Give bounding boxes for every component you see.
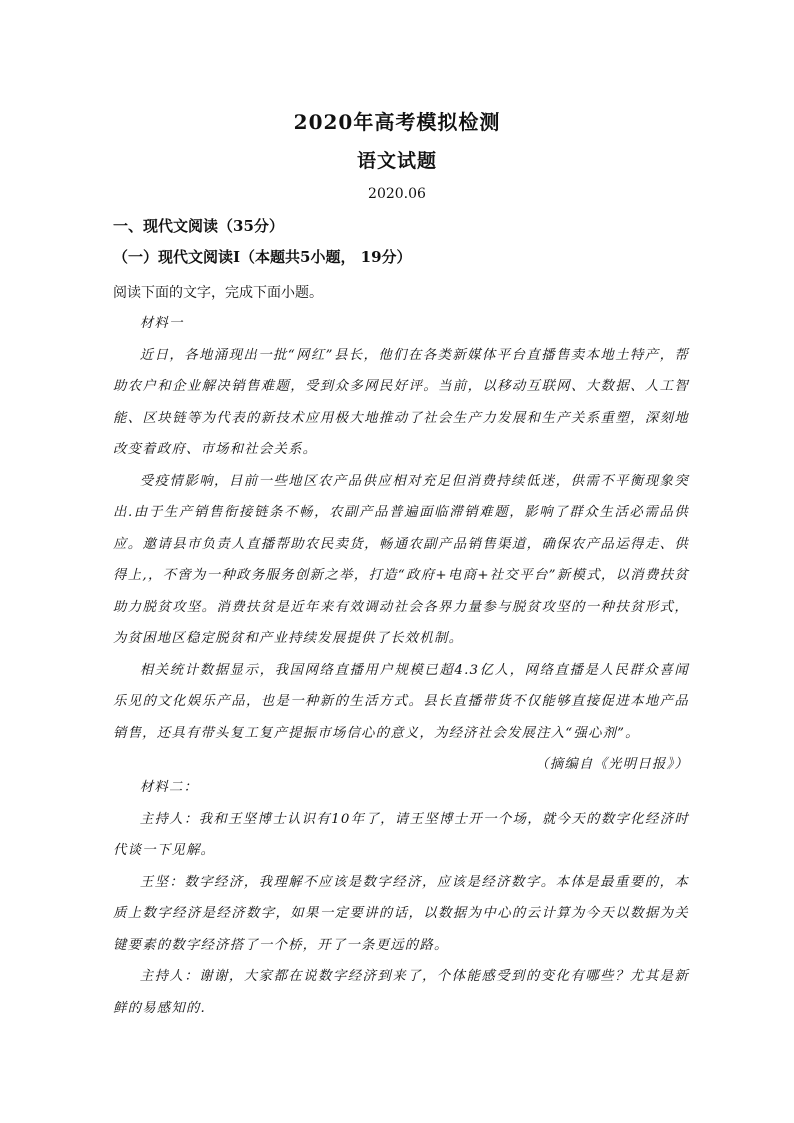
exam-title: 2020年高考模拟检测 [293, 110, 501, 134]
material-two [113, 772, 689, 1024]
material-two-label: 材料二： [139, 780, 199, 795]
reading-instruction: 阅读下面的文字，完成下面小题。 [113, 285, 323, 301]
subsection-heading: （一）现代文阅读Ⅰ（本题共5小题， 19分） [113, 248, 412, 266]
material-one-label: 材料一 [139, 316, 184, 331]
material-two-paragraph: 王坚：数字经济，我理解不应该是数字经济，应该是经济数字。本体是最重要的，本质上数字经济是经济数字，如果一定要讲的话，以数据为中心的云计算为今天以数据为关键要素的数字经济搭了一个桥，开了一条更远的路。 [113, 874, 689, 953]
material-one-paragraph: 相关统计数据显示，我国网络直播用户规模已超4.3亿人，网络直播是人民群众喜闻乐见的文化娱乐产品，也是一种新的生活方式。县长直播带货不仅能够直接促进本地产品销售，还具有带头复工复产提振市场信心的意义，为经济社会发展注入“强心剂”。 [113, 662, 689, 741]
material-two-paragraph: 主持人：我和王坚博士认识有10年了，请王坚博士开一个场，就今天的数字化经济时代谈一下见解。 [113, 811, 689, 858]
section-heading: 一、现代文阅读（35分） [113, 217, 284, 235]
material-one [113, 308, 689, 781]
exam-date: 2020.06 [368, 186, 426, 202]
material-one-paragraph: 近日，各地涌现出一批“网红”县长，他们在各类新媒体平台直播售卖本地土特产，帮助农户和企业解决销售难题，受到众多网民好评。当前，以移动互联网、大数据、人工智能、区块链等为代表的新技术应用极大地推动了社会生产力发展和生产关系重塑，深刻地改变着政府、市场和社会关系。 [113, 347, 689, 457]
material-one-paragraph: 受疫情影响，目前一些地区农产品供应相对充足但消费持续低迷，供需不平衡现象突出.由于生产销售衔接链条不畅，农副产品普遍面临滞销难题，影响了群众生活必需品供应。邀请县市负责人直播帮助农民卖货，畅通农副产品销售渠道，确保农产品运得走、供得上,，不啻为一种政务服务创新之举，打造“政府+电商+社交平台”新模式，以消费扶贫助力脱贫攻坚。消费扶贫是近年来有效调动社会各界力量参与脱贫攻坚的一种扶贫形式，为贫困地区稳定脱贫和产业持续发展提供了长效机制。 [113, 473, 689, 646]
material-one-source: （摘编自《光明日报》） [535, 757, 689, 772]
exam-subtitle: 语文试题 [356, 150, 437, 172]
material-two-paragraph: 主持人：谢谢，大家都在说数字经济到来了，个体能感受到的变化有哪些？尤其是新鲜的易感知的. [113, 969, 689, 1016]
